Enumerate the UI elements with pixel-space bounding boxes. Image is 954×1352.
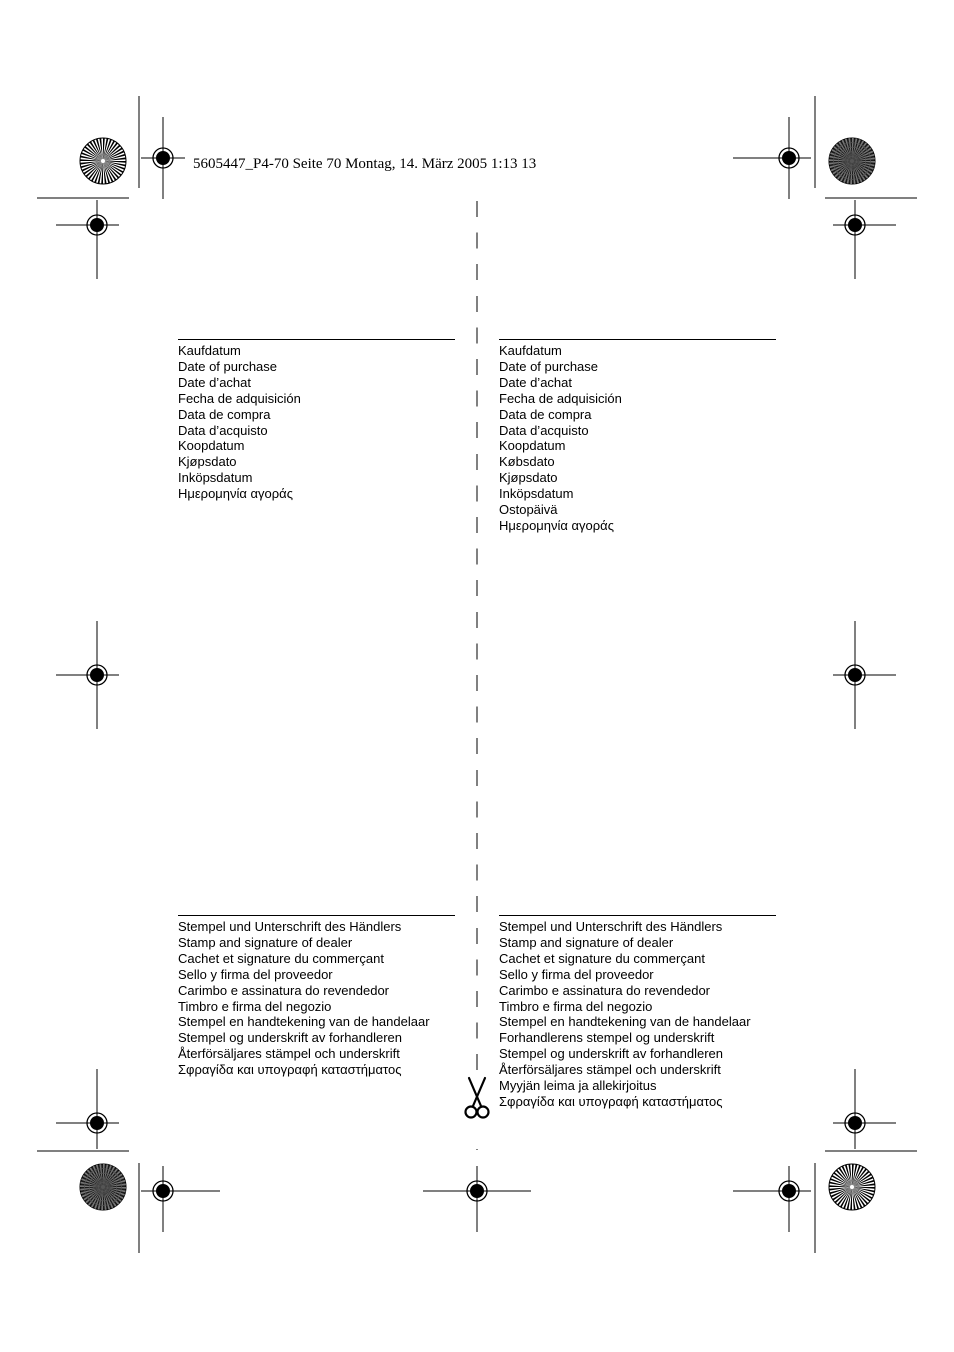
label-line: Myyjän leima ja allekirjoitus [499,1078,657,1094]
label-line: Data de compra [499,406,592,422]
color-wheel-icon [829,138,875,184]
label-line: Data d’acquisto [499,422,589,438]
label-line: Fecha de adquisición [499,390,622,406]
label-line: Date of purchase [178,358,278,374]
purchase-date-labels [178,340,455,502]
color-wheel-icon [829,1164,875,1210]
label-line: Fecha de adquisición [178,390,301,406]
label-line: Date d’achat [499,374,572,390]
label-line: Ημερομηνία αγοράς [499,517,614,533]
label-line: Inköpsdatum [178,470,253,486]
label-line: Data de compra [178,406,271,422]
dealer-stamp-field-left [178,915,455,1078]
label-line: Sello y firma del proveedor [499,966,654,982]
label-line: Cachet et signature du commerçant [178,950,384,966]
label-line: Stempel og underskrift av forhandleren [178,1030,403,1046]
dealer-stamp-field-right [499,915,776,1110]
label-line: Återförsäljares stämpel och underskrift [499,1062,721,1078]
label-line: Σφραγίδα και υπογραφή καταστήματος [499,1093,723,1109]
label-line: Sello y firma del proveedor [178,966,333,982]
label-line: Kaufdatum [499,343,562,358]
label-line: Stamp and signature of dealer [178,934,353,950]
label-line: Forhandlerens stempel og underskrift [499,1030,715,1046]
label-line: Kaufdatum [178,343,241,358]
purchase-date-field-right [499,339,776,534]
label-line: Data d’acquisto [178,422,268,438]
color-wheel-icon [80,138,126,184]
label-line: Σφραγίδα και υπογραφή καταστήματος [178,1062,402,1078]
purchase-date-labels [499,340,776,534]
color-wheel-icon [80,1164,126,1210]
label-line: Timbro e firma del negozio [178,998,332,1014]
label-line: Kjøpsdato [178,454,237,470]
dealer-stamp-labels [178,916,455,1078]
label-line: Timbro e firma del negozio [499,998,653,1014]
label-line: Återförsäljares stämpel och underskrift [178,1046,400,1062]
label-line: Stempel en handtekening van de handelaar [178,1014,430,1030]
label-line: Stempel og underskrift av forhandleren [499,1046,724,1062]
label-line: Cachet et signature du commerçant [499,950,705,966]
label-line: Carimbo e assinatura do revendedor [178,982,390,998]
label-line: Inköpsdatum [499,486,574,502]
label-line: Stamp and signature of dealer [499,934,674,950]
purchase-date-field-left [178,339,455,502]
label-line: Stempel en handtekening van de handelaar [499,1014,751,1030]
label-line: Koopdatum [499,438,566,454]
label-line: Stempel und Unterschrift des Händlers [499,919,723,934]
label-line: Ostopäivä [499,502,558,518]
dealer-stamp-labels [499,916,776,1110]
label-line: Stempel und Unterschrift des Händlers [178,919,402,934]
label-line: Date of purchase [499,358,599,374]
label-line: Kjøpsdato [499,470,558,486]
scissors-icon [463,1076,491,1120]
label-line: Carimbo e assinatura do revendedor [499,982,711,998]
label-line: Købsdato [499,454,555,470]
label-line: Date d’achat [178,374,251,390]
label-line: Ημερομηνία αγοράς [178,486,293,502]
print-slug-header: 5605447_P4-70 Seite 70 Montag, 14. März 2005 1:13 13 [193,156,537,172]
label-line: Koopdatum [178,438,245,454]
